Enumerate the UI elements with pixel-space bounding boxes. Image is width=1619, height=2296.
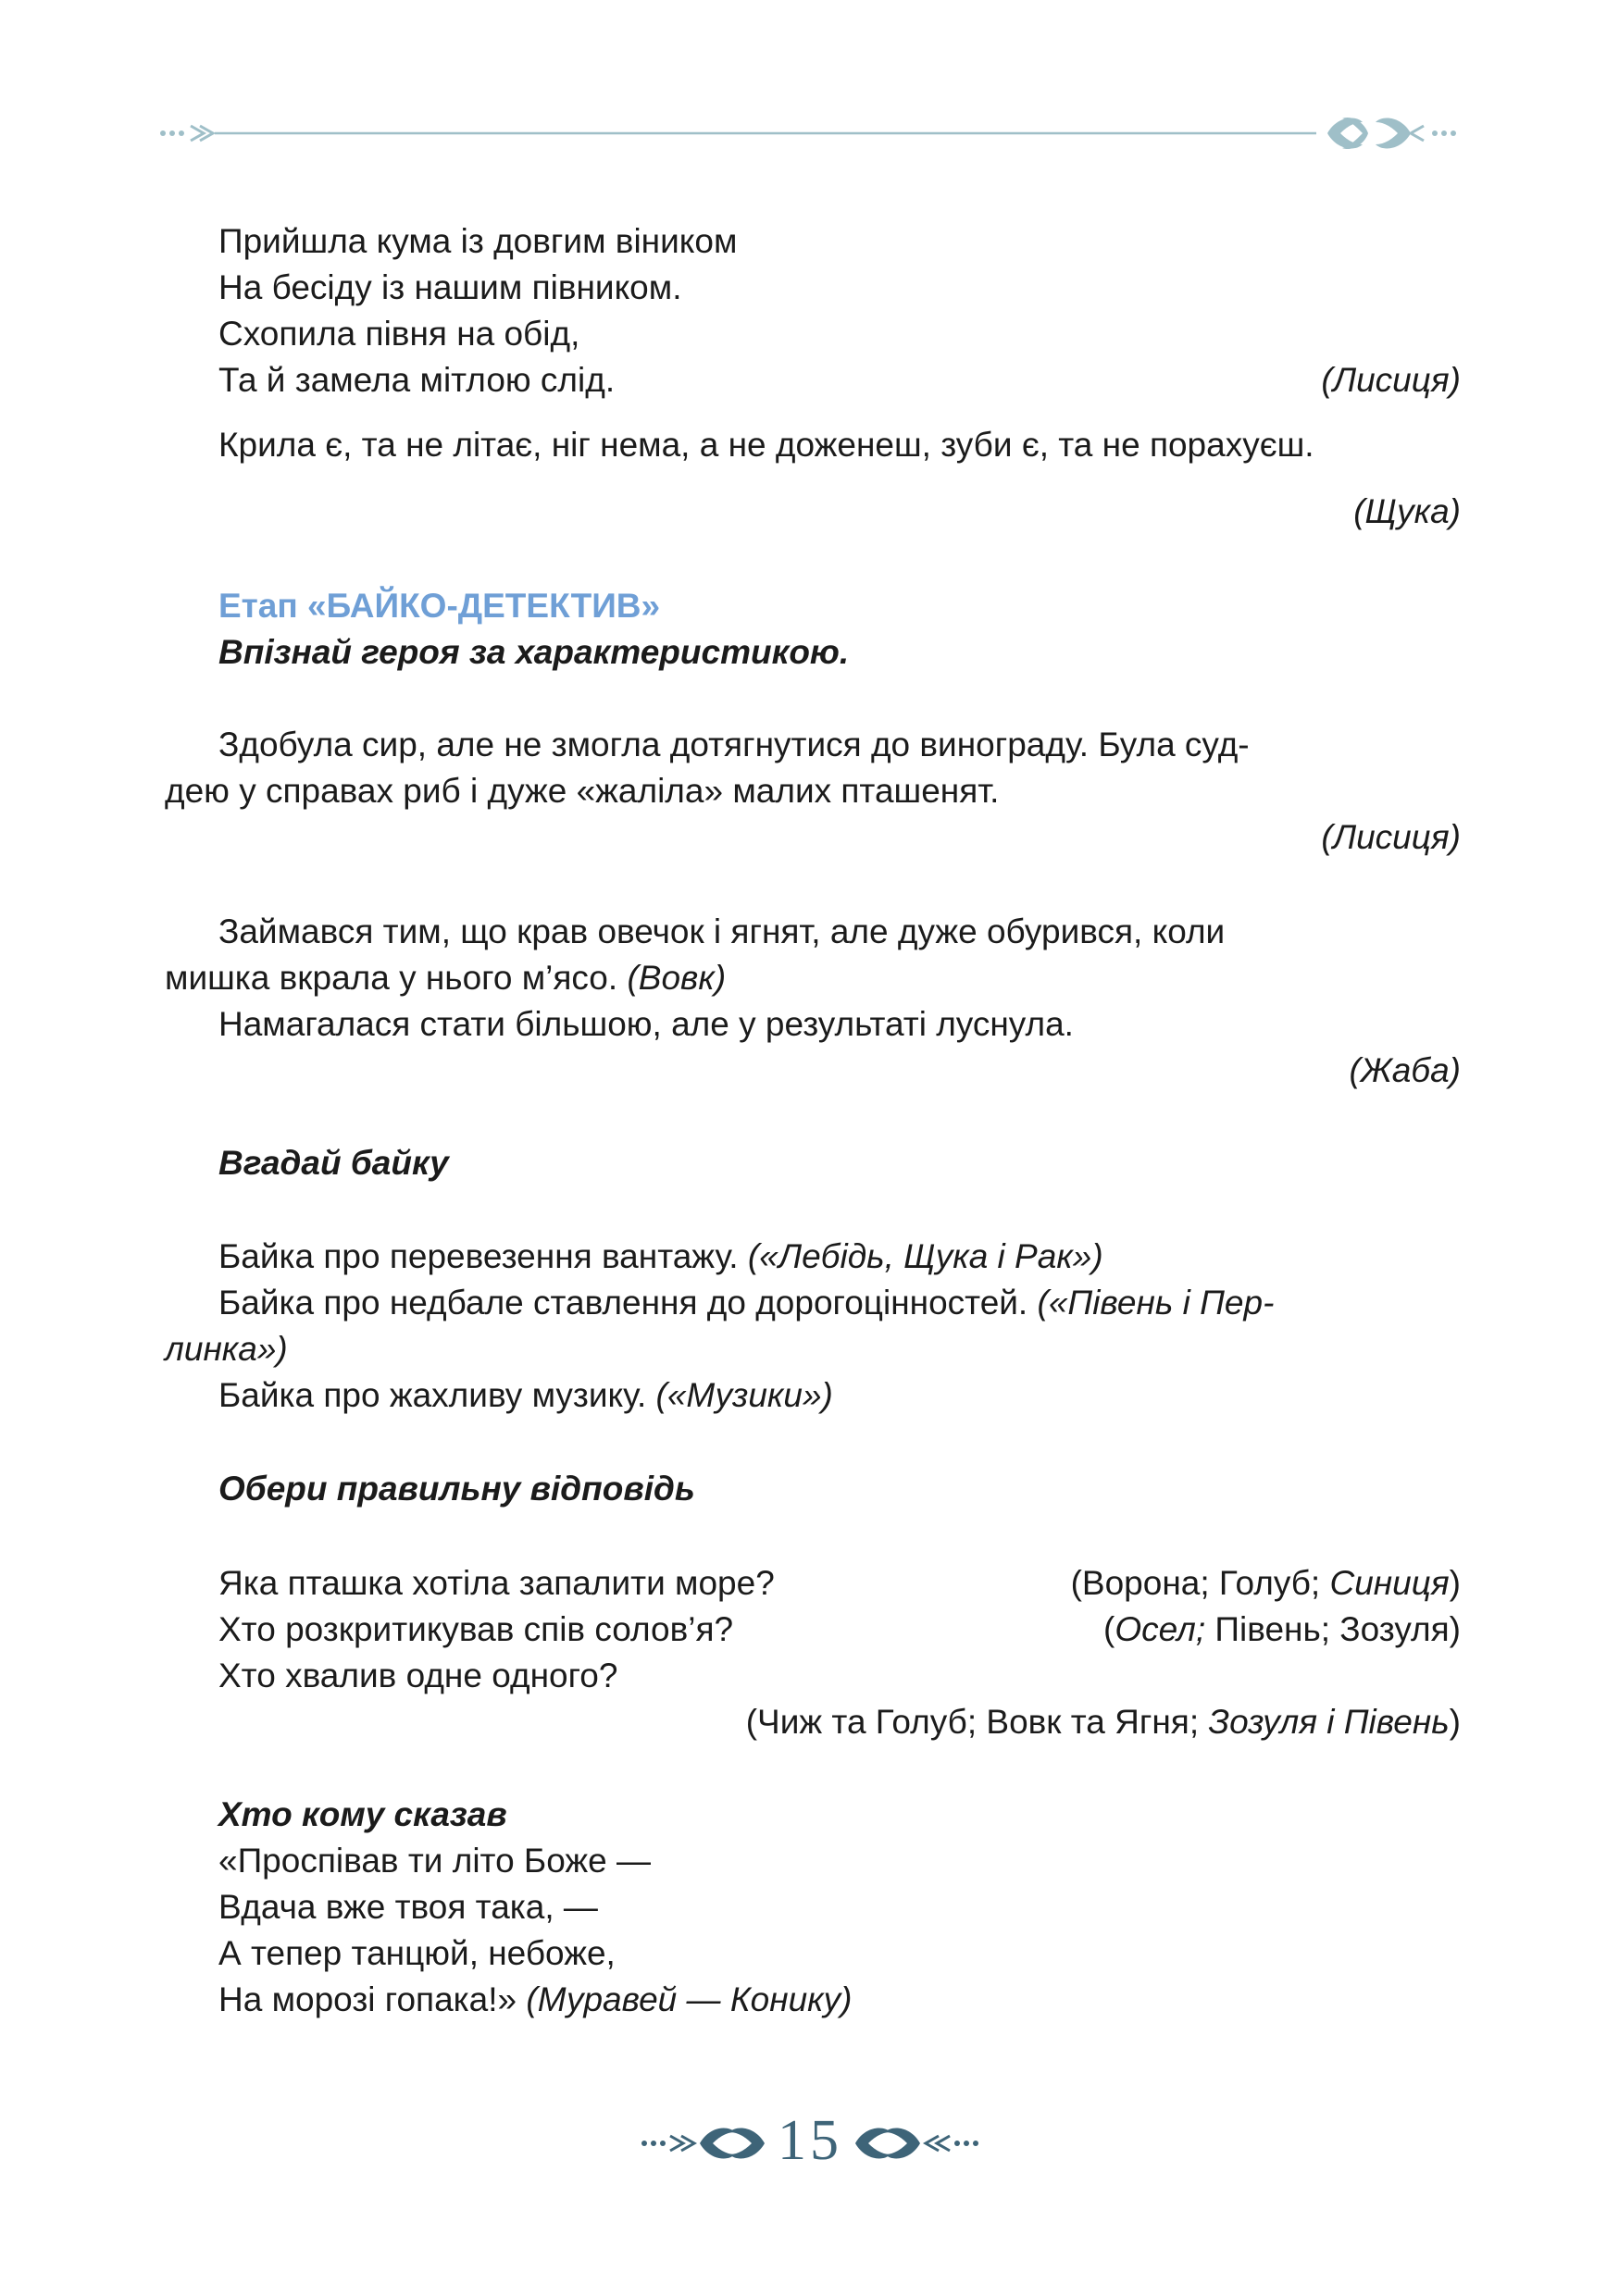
clue-text: Байка про недбале ставлення до дорогоцінностей.: [218, 1284, 1028, 1322]
poem-line: Прийшла кума із довгим віником: [218, 222, 738, 260]
riddle-answer: (Лисиця): [1321, 361, 1461, 399]
quote-line: [218, 1977, 852, 2023]
riddle-text: Крила є, та не літає, ніг нема, а не доженеш, зуби є, та не порахуєш.: [218, 426, 1314, 464]
option-text: (: [1103, 1610, 1115, 1648]
fable-clue: [218, 1280, 1274, 1326]
stage-title: Етап «БАЙКО-ДЕТЕКТИВ»: [218, 587, 661, 625]
fable-answer: линка»): [165, 1330, 288, 1368]
option-text: ): [1449, 1703, 1461, 1741]
stage-task: Впізнай героя за характеристикою.: [218, 633, 850, 671]
character-clue: Займався тим, що крав овечок і ягнят, але дуже обурився, коли: [218, 912, 1226, 950]
quote-line: Вдача вже твоя така, —: [218, 1888, 598, 1926]
option-text: (Ворона; Голуб;: [1070, 1564, 1321, 1602]
quiz-options: [1103, 1607, 1461, 1653]
page-footer: [639, 2110, 981, 2175]
option-text: Півень; Зозуля): [1214, 1610, 1461, 1648]
character-clue: дею у справах риб і дуже «жаліла» малих пташенят.: [165, 772, 1000, 810]
fable-clue: [218, 1234, 1103, 1280]
quiz-question: Яка пташка хотіла запалити море?: [218, 1564, 775, 1602]
character-clue: Намагалася стати більшою, але у результаті луснула.: [218, 1005, 1074, 1043]
poem-line: Та й замела мітлою слід.: [218, 361, 616, 399]
option-text: ): [1449, 1564, 1461, 1602]
correct-option: Зозуля і Півень: [1208, 1703, 1450, 1741]
clue-text: Байка про жахливу музику.: [218, 1376, 647, 1414]
top-ornament-divider: [159, 111, 1461, 155]
clue-text: Байка про перевезення вантажу.: [218, 1237, 739, 1275]
section-heading: Обери правильну відповідь: [218, 1470, 695, 1508]
correct-option: Синиця: [1329, 1564, 1450, 1602]
fable-answer: («Півень і Пер-: [1037, 1284, 1275, 1322]
character-answer: (Жаба): [1349, 1051, 1461, 1089]
fable-answer: («Музики»): [655, 1376, 833, 1414]
quiz-question: Хто розкритикував спів солов’я?: [218, 1610, 734, 1648]
quote-text: На морозі гопака!»: [218, 1980, 517, 2018]
character-clue: Здобула сир, але не змогла дотягнутися до винограду. Була суд-: [218, 726, 1250, 763]
clue-text: мишка вкрала у нього м’ясо.: [165, 959, 618, 997]
poem-line: Схопила півня на обід,: [218, 315, 580, 353]
quiz-options: [1071, 1560, 1461, 1607]
riddle-answer: (Щука): [1353, 492, 1461, 530]
correct-option: Осел;: [1115, 1610, 1206, 1648]
poem-line: На бесіду із нашим півником.: [218, 268, 682, 306]
section-heading: Вгадай байку: [218, 1144, 449, 1182]
page-number: 15: [778, 2109, 842, 2172]
section-heading: Хто кому сказав: [218, 1795, 507, 1833]
quote-line: «Проспівав ти літо Боже —: [218, 1842, 651, 1880]
option-text: (Чиж та Голуб; Вовк та Ягня;: [745, 1703, 1200, 1741]
fable-answer: («Лебідь, Щука і Рак»): [747, 1237, 1103, 1275]
character-answer: (Вовк): [627, 959, 727, 997]
quote-line: А тепер танцюй, небоже,: [218, 1934, 616, 1972]
fable-clue: [218, 1372, 833, 1419]
quote-answer: (Муравей — Конику): [526, 1980, 853, 2018]
character-clue: [165, 955, 726, 1001]
quiz-question: Хто хвалив одне одного?: [218, 1657, 618, 1694]
character-answer: (Лисиця): [1321, 818, 1461, 856]
quiz-options: [746, 1699, 1461, 1745]
